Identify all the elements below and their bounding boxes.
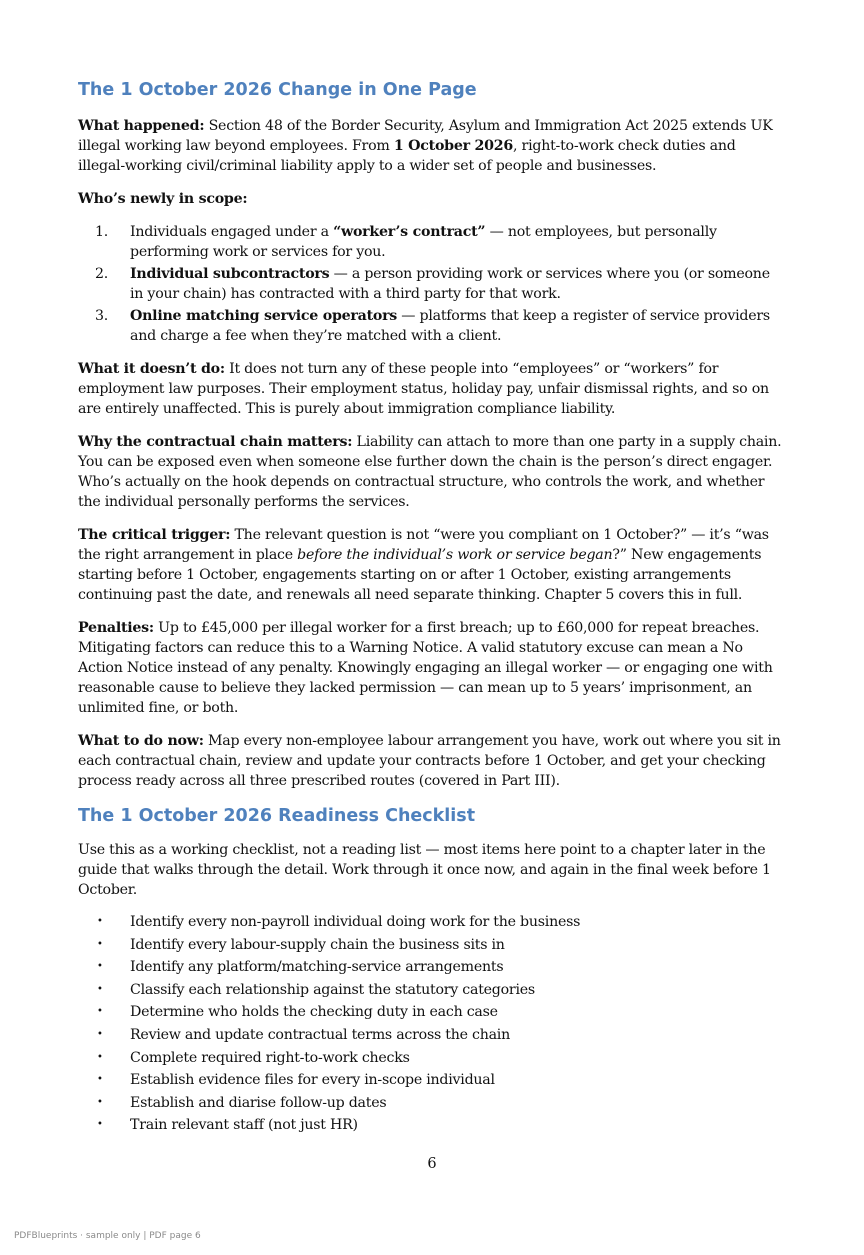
scope-paragraph bbox=[78, 189, 786, 209]
checklist-item bbox=[78, 1114, 786, 1137]
chain-paragraph bbox=[78, 432, 786, 512]
checklist-item-text: Establish evidence files for every in-scope individual bbox=[130, 1072, 495, 1089]
scope-list bbox=[78, 222, 786, 346]
section-heading-change: The 1 October 2026 Change in One Page bbox=[78, 80, 477, 100]
scope-item-bold: Individual subcontractors bbox=[130, 266, 330, 282]
trigger-label: The critical trigger: bbox=[78, 527, 231, 543]
bullet-icon: • bbox=[97, 983, 103, 995]
checklist-item bbox=[78, 1024, 786, 1047]
bullet-icon: • bbox=[97, 916, 103, 927]
scope-item-post: — a person providing work or services where you (or someone in your chain) has contracted with a third party for that work. bbox=[130, 266, 770, 302]
bullet-icon: • bbox=[97, 1074, 103, 1086]
effective-date: 1 October 2026 bbox=[393, 138, 514, 154]
trigger-paragraph bbox=[78, 525, 786, 605]
penalties-text: Up to £45,000 per illegal worker for a first breach; up to £60,000 for repeat breaches. Mitigating factors can reduce this to a Warning Notice. A valid statutory excuse can mean a No Action Notice instead of any penalty. Knowingly engaging an illegal worker — or engaging one with reasonable cause to believe they lacked permission — can mean up to 5 years’ imprisonment, an unlimited fine, or both. bbox=[78, 620, 773, 716]
what-happened-paragraph bbox=[78, 116, 786, 176]
scope-item-bold: “worker’s contract” bbox=[333, 224, 486, 240]
checklist-item-text: Identify every non-payroll individual doing work for the business bbox=[130, 914, 581, 930]
checklist-item-text: Classify each relationship against the statutory categories bbox=[130, 981, 535, 998]
trigger-text-2: ?” New engagements starting before 1 October, engagements starting on or after 1 October, existing arrangements continuing past the date, and renewals all need separate thinking. Chapter 5 covers this in full. bbox=[78, 547, 762, 603]
bullet-icon: • bbox=[97, 1096, 103, 1108]
penalties-paragraph bbox=[78, 618, 786, 718]
what-happened-label: What happened: bbox=[78, 118, 205, 134]
checklist-item bbox=[78, 1092, 786, 1115]
list-number: 1. bbox=[95, 224, 109, 240]
bullet-icon: • bbox=[97, 961, 103, 973]
what-happened-text-1: Section 48 of the Border Security, Asylum and Immigration Act 2025 extends UK illegal working law beyond employees. From bbox=[78, 118, 773, 154]
footer-label: PDFBlueprints · sample only | PDF page 6 bbox=[14, 1231, 201, 1241]
bullet-icon: • bbox=[97, 1028, 103, 1040]
trigger-italic: before the individual’s work or service began bbox=[297, 547, 613, 563]
list-number: 3. bbox=[95, 308, 109, 324]
checklist-item bbox=[78, 1069, 786, 1092]
bullet-icon: • bbox=[97, 938, 103, 950]
checklist-item-text: Complete required right-to-work checks bbox=[130, 1049, 410, 1066]
checklist-item-text: Establish and diarise follow-up dates bbox=[130, 1094, 387, 1111]
not-do-text: It does not turn any of these people into “employees” or “workers” for employment law purposes. Their employment status, holiday pay, unfair dismissal rights, and so on are entirely unaffected. This is purely about immigration compliance liability. bbox=[78, 361, 769, 417]
checklist-intro: Use this as a working checklist, not a reading list — most items here point to a chapter later in the guide that walks through the detail. Work through it once now, and again in the final week before 1 October. bbox=[78, 842, 771, 898]
scope-list-item bbox=[78, 222, 786, 262]
checklist-item bbox=[78, 979, 786, 1002]
scope-list-item bbox=[78, 264, 786, 304]
scope-list-item bbox=[78, 306, 786, 346]
checklist-item-text: Determine who holds the checking duty in each case bbox=[130, 1004, 498, 1021]
scope-item-post: — platforms that keep a register of service providers and charge a fee when they’re matched with a client. bbox=[130, 308, 770, 344]
bullet-icon: • bbox=[97, 1051, 103, 1063]
scope-item-bold: Online matching service operators bbox=[130, 308, 398, 324]
checklist-item-text: Review and update contractual terms across the chain bbox=[130, 1026, 510, 1043]
chain-text: Liability can attach to more than one party in a supply chain. You can be exposed even when someone else further down the chain is the person’s direct engager. Who’s actually on the hook depends on contractual structure, who controls the work, and whether the individual personally performs the services. bbox=[78, 434, 782, 510]
scope-label: Who’s newly in scope: bbox=[78, 191, 248, 207]
document-page bbox=[78, 78, 786, 1137]
checklist-item bbox=[78, 1001, 786, 1024]
chain-label: Why the contractual chain matters: bbox=[78, 434, 353, 450]
scope-item-post: — not employees, but personally performing work or services for you. bbox=[130, 224, 717, 260]
checklist-item-text: Identify any platform/matching-service arrangements bbox=[130, 959, 504, 976]
checklist-item-text: Identify every labour-supply chain the business sits in bbox=[130, 936, 505, 953]
todo-label: What to do now: bbox=[78, 733, 204, 749]
bullet-icon: • bbox=[97, 1119, 103, 1131]
scope-item-pre: Individuals engaged under a bbox=[130, 224, 334, 240]
checklist-item-text: Train relevant staff (not just HR) bbox=[130, 1117, 358, 1134]
not-do-label: What it doesn’t do: bbox=[78, 361, 225, 377]
penalties-label: Penalties: bbox=[78, 620, 154, 636]
section-heading-checklist: The 1 October 2026 Readiness Checklist bbox=[78, 806, 476, 826]
readiness-checklist bbox=[78, 911, 786, 1137]
not-do-paragraph bbox=[78, 359, 786, 419]
page-number: 6 bbox=[427, 1156, 437, 1172]
todo-text: Map every non-employee labour arrangement you have, work out where you sit in each contractual chain, review and update your contracts before 1 October, and get your checking process ready across all three prescribed routes (covered in Part III). bbox=[78, 733, 781, 789]
bullet-icon: • bbox=[97, 1006, 103, 1018]
list-number: 2. bbox=[95, 266, 109, 282]
checklist-item bbox=[78, 1047, 786, 1070]
trigger-text-1: The relevant question is not “were you compliant on 1 October?” — it’s “was the right arrangement in place bbox=[78, 527, 769, 563]
todo-paragraph bbox=[78, 731, 786, 791]
what-happened-text-2: , right-to-work check duties and illegal-working civil/criminal liability apply to a wider set of people and businesses. bbox=[78, 138, 736, 174]
checklist-item bbox=[78, 956, 786, 979]
checklist-item bbox=[78, 911, 786, 934]
checklist-item bbox=[78, 934, 786, 957]
